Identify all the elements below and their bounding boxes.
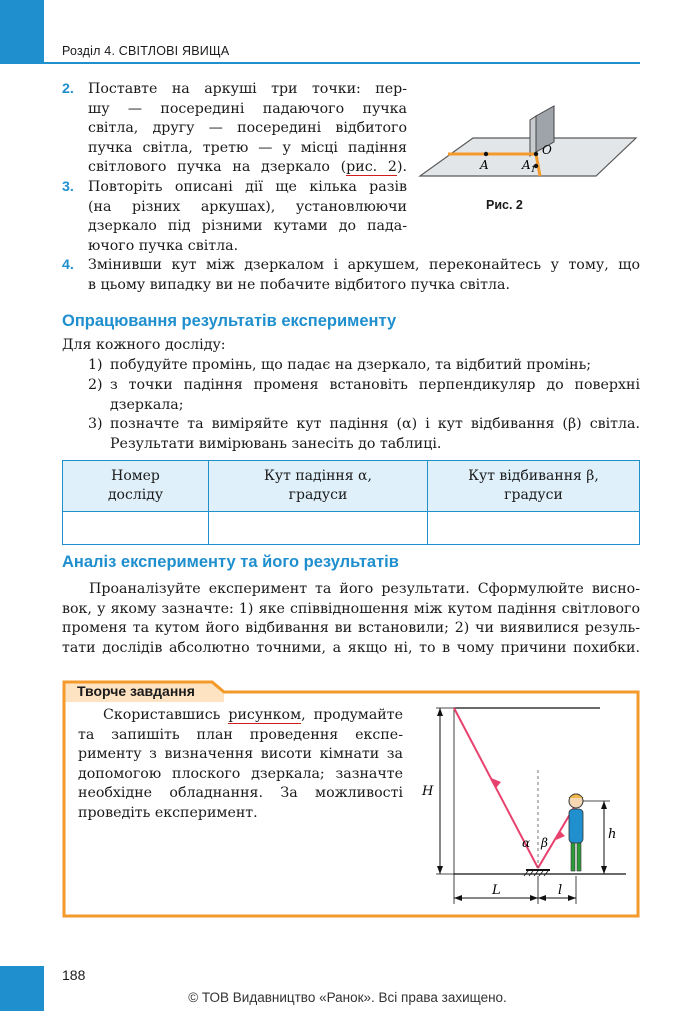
mirror-edge bbox=[530, 116, 536, 156]
header-line: Кут падіння α, bbox=[264, 468, 372, 484]
text-fragment: Скориставшись bbox=[103, 707, 229, 723]
arrowhead bbox=[454, 895, 462, 901]
text-line: Поставте на аркуші три точки: пер- bbox=[88, 81, 407, 97]
item-number: 3. bbox=[62, 179, 74, 195]
text-line: та запишіть план проведення експе- bbox=[78, 726, 403, 743]
arrowhead bbox=[530, 895, 538, 901]
text-line: тати дослідів абсолютно точними, а якщо ні, то в чому причини похибки. bbox=[62, 639, 640, 656]
item-number: 4. bbox=[62, 257, 74, 273]
label-a: A bbox=[480, 158, 489, 172]
figure-caption: Рис. 2 bbox=[486, 198, 523, 212]
step-number: 3) bbox=[88, 416, 103, 432]
table-row bbox=[63, 512, 640, 545]
header-line: Кут відбивання β, bbox=[468, 468, 599, 484]
step-3 bbox=[88, 415, 640, 455]
list-item-2 bbox=[62, 80, 407, 178]
step-text: позначте та виміряйте кут падіння (α) і кут відбивання (β) світла. bbox=[110, 416, 640, 432]
label-H: H bbox=[422, 784, 434, 799]
point-o bbox=[534, 152, 538, 156]
arrowhead bbox=[437, 866, 443, 874]
text-fragment: ). bbox=[396, 159, 407, 175]
text-line: необхідне обладнання. За можливості bbox=[78, 785, 403, 801]
text-line: світла, другу — посередині відбитого bbox=[88, 120, 407, 136]
text-line: ючого пучка світла. bbox=[88, 237, 239, 254]
step-text: Результати вимірювань занесіть до таблиці. bbox=[110, 435, 442, 452]
arrowhead bbox=[437, 708, 443, 716]
item-text bbox=[88, 178, 407, 256]
text-line: шу — посередині падаючого пучка bbox=[88, 100, 407, 117]
header-line: Номер bbox=[111, 468, 160, 484]
text-line: дзеркало під різними кутами до пада- bbox=[88, 218, 407, 234]
text-line: (на різних аркушах), установлюючи bbox=[88, 198, 407, 215]
header-line: досліду bbox=[107, 487, 164, 503]
step-1 bbox=[88, 356, 640, 376]
step-text: дзеркала; bbox=[110, 396, 184, 413]
list-item-4 bbox=[62, 256, 640, 295]
item-text bbox=[88, 80, 407, 178]
label-a1: $A_1$ bbox=[522, 158, 536, 174]
chapter-title: Розділ 4. СВІТЛОВІ ЯВИЩА bbox=[62, 44, 230, 58]
header-color-bar bbox=[0, 0, 44, 64]
creative-task-text bbox=[78, 706, 403, 823]
table-header-cell bbox=[209, 461, 428, 512]
table-header-cell bbox=[63, 461, 209, 512]
figure-2-mirror-on-sheet bbox=[418, 102, 640, 180]
item-text bbox=[88, 256, 640, 295]
text-line: в цьому випадку ви не побачите відбитого пучка світла. bbox=[88, 276, 510, 293]
creative-task-title: Творче завдання bbox=[77, 683, 195, 699]
label-beta: β bbox=[541, 836, 548, 850]
text-fragment: , продумайте bbox=[301, 707, 403, 723]
header-line: градуси bbox=[504, 487, 563, 503]
text-line: рименту з визначення висоти кімнати за bbox=[78, 746, 403, 762]
arrowhead bbox=[601, 866, 607, 874]
table-header-row bbox=[63, 461, 640, 512]
processing-intro: Для кожного досліду: bbox=[62, 337, 226, 353]
list-item-3 bbox=[62, 178, 407, 256]
text-fragment: світлового пучка на дзеркало ( bbox=[88, 159, 347, 175]
point-a bbox=[484, 152, 488, 156]
text-line: вок, у якому зазначте: 1) яке співвідношення між кутом падіння світлового bbox=[62, 600, 640, 617]
section-heading-processing: Опрацювання результатів експерименту bbox=[62, 312, 397, 330]
person-figure bbox=[569, 794, 583, 871]
step-number: 1) bbox=[88, 357, 103, 373]
arrowhead bbox=[538, 895, 546, 901]
step-2 bbox=[88, 376, 640, 416]
room-height-mirror-diagram bbox=[418, 700, 630, 910]
figure-reference-link[interactable]: рисунком bbox=[228, 707, 302, 723]
label-alpha: α bbox=[522, 836, 531, 850]
text-line: Повторіть описані дії ще кілька разів bbox=[88, 179, 407, 195]
text-line: променя та кутом його відбивання ви встановили; 2) чи виявилися резуль- bbox=[62, 620, 640, 636]
copyright-notice: © ТОВ Видавництво «Ранок». Всі права захищено. bbox=[188, 990, 507, 1005]
header-rule bbox=[44, 62, 640, 64]
table-header-cell bbox=[428, 461, 640, 512]
item-number: 2. bbox=[62, 81, 74, 97]
step-number: 2) bbox=[88, 377, 103, 393]
text-line: Проаналізуйте експеримент та його результати. Сформулюйте висно- bbox=[89, 581, 640, 597]
text-line: проведіть експеримент. bbox=[78, 804, 258, 821]
label-l: l bbox=[558, 883, 563, 898]
analysis-paragraph bbox=[62, 580, 640, 658]
arrowhead bbox=[568, 895, 576, 901]
section-heading-analysis: Аналіз експерименту та його результатів bbox=[62, 553, 399, 571]
step-text: з точки падіння променя встановіть перпендикуляр до поверхні bbox=[110, 377, 640, 393]
table-cell[interactable] bbox=[428, 512, 640, 545]
label-o: O bbox=[542, 143, 552, 157]
text-line bbox=[88, 158, 407, 178]
figure-reference-link[interactable]: рис. 2 bbox=[346, 159, 397, 175]
arrowhead bbox=[601, 801, 607, 809]
header-line: градуси bbox=[288, 487, 348, 503]
text-line: пучка світла, третю — у місці падіння bbox=[88, 139, 407, 156]
step-text: побудуйте промінь, що падає на дзеркало, та відбитий промінь; bbox=[110, 357, 592, 373]
text-line bbox=[78, 706, 403, 726]
text-line: Змінивши кут між дзеркалом і аркушем, переконайтесь у тому, що bbox=[88, 257, 640, 273]
results-table bbox=[62, 460, 640, 545]
table-cell[interactable] bbox=[209, 512, 428, 545]
page-number: 188 bbox=[62, 967, 86, 983]
label-L: L bbox=[492, 883, 501, 898]
text-line: допомогою плоского дзеркала; зазначте bbox=[78, 765, 403, 782]
table-cell[interactable] bbox=[63, 512, 209, 545]
label-h: h bbox=[608, 827, 617, 842]
